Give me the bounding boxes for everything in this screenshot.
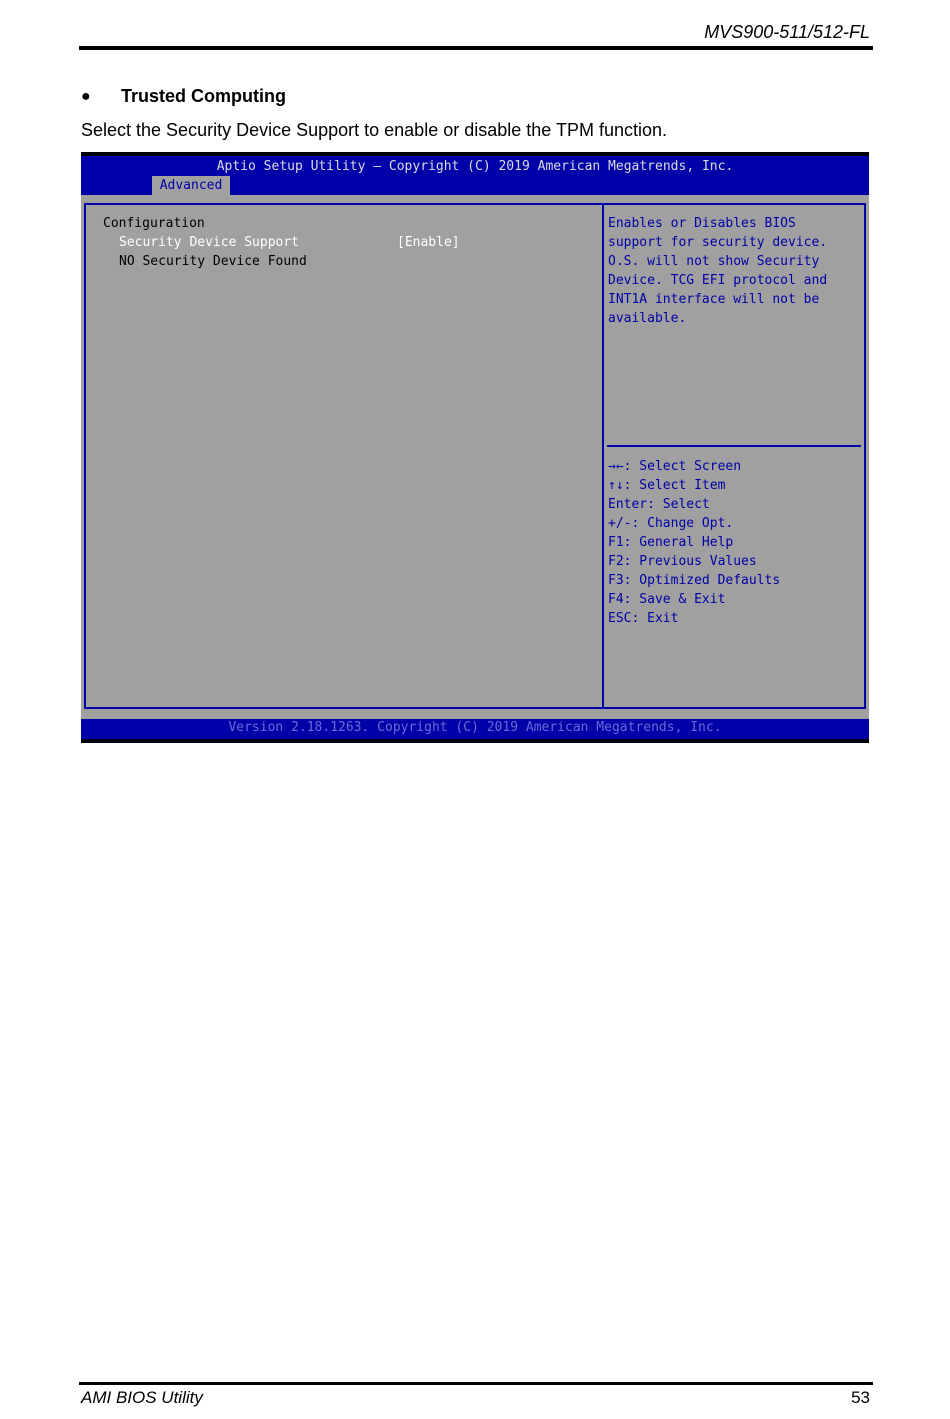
security-device-support-option[interactable]: Security Device Support: [119, 235, 300, 250]
document-model: MVS900-511/512-FL: [704, 22, 870, 42]
help-text-line: Enables or Disables BIOS: [608, 216, 796, 231]
help-text-line: available.: [608, 311, 687, 326]
key-hint-f2: F2: Previous Values: [608, 554, 757, 569]
bullet-icon: ●: [81, 88, 91, 105]
footer-rule: [79, 1382, 873, 1385]
help-text-line: Device. TCG EFI protocol and: [608, 273, 828, 288]
security-device-status: NO Security Device Found: [119, 254, 307, 269]
key-hint-select-item: ↑↓: Select Item: [608, 478, 726, 493]
bios-screenshot: [81, 152, 869, 743]
help-text-line: support for security device.: [608, 235, 828, 250]
bios-help-divider: [607, 445, 861, 447]
footer-chapter: AMI BIOS Utility: [81, 1388, 203, 1407]
config-heading: Configuration: [103, 216, 205, 231]
key-hint-f4: F4: Save & Exit: [608, 592, 726, 607]
bios-panel-divider: [602, 203, 604, 709]
key-hint-change-opt: +/-: Change Opt.: [608, 516, 734, 531]
page-number: 53: [851, 1388, 870, 1407]
key-hint-f3: F3: Optimized Defaults: [608, 573, 781, 588]
key-hint-enter: Enter: Select: [608, 497, 710, 512]
key-hint-esc: ESC: Exit: [608, 611, 679, 626]
bios-title: Aptio Setup Utility – Copyright (C) 2019 American Megatrends, Inc.: [216, 159, 734, 174]
bios-tab-advanced[interactable]: Advanced: [152, 176, 230, 195]
section-intro: Select the Security Device Support to enable or disable the TPM function.: [81, 120, 667, 140]
bios-body: [81, 195, 869, 719]
help-text-line: O.S. will not show Security: [608, 254, 820, 269]
key-hint-f1: F1: General Help: [608, 535, 734, 550]
security-device-support-value[interactable]: [Enable]: [397, 235, 460, 250]
header-rule: [79, 46, 873, 50]
help-text-line: INT1A interface will not be: [608, 292, 820, 307]
bios-top-border: [81, 152, 869, 156]
key-hint-select-screen: →←: Select Screen: [608, 459, 742, 474]
bios-version-footer: Version 2.18.1263. Copyright (C) 2019 American Megatrends, Inc.: [228, 720, 722, 735]
section-title: Trusted Computing: [121, 86, 286, 106]
bios-bottom-border: [81, 739, 869, 743]
